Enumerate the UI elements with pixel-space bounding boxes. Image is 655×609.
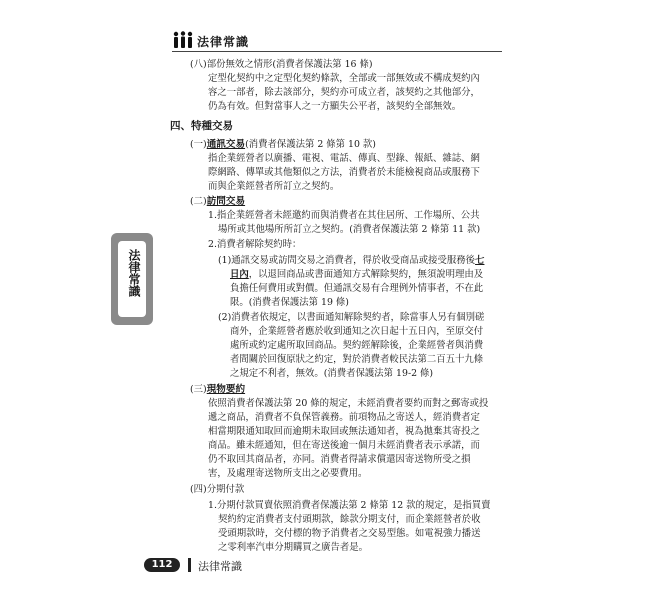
s4-item1-line: 受頭期款時，交付標的物予消費者之交易型態。如電視強力播送 [218, 528, 481, 539]
s1-title [190, 138, 376, 151]
footer-title: 法律常識 [198, 560, 242, 573]
s2-sub1-text: ，以退回商品或書面通知方式解除契約，無須說明理由及 [248, 269, 484, 280]
s2-sub2-line: 處所或約定處所取回商品。契約經解除後，企業經營者與消費 [230, 340, 484, 351]
side-tab-label: 法律常識 [127, 249, 141, 297]
s3-text-line: 相當期限通知取回而逾期未取回或無法通知者，視為拋棄其寄投之 [208, 426, 480, 437]
s1-text-line: 際網路、傳單或其他類似之方法，消費者於未能檢視商品或服務下 [208, 167, 480, 178]
s2-title-prefix: (二) [190, 196, 207, 207]
s2-item2: 2.消費者解除契約時： [208, 239, 302, 250]
s2-sub2-line: 者間關於回復原狀之約定，對於消費者較民法第二百五十九條 [230, 354, 484, 365]
s3-text-line: 商品。雖未經通知，但在寄送後逾一個月未經消費者表示承諾，而 [208, 440, 480, 451]
p8-text-line: 容之一部者，除去該部分，契約亦可成立者，該契約之其他部分， [208, 87, 480, 98]
s4-item1-line: 1.分期付款買賣依照消費者保護法第 2 條第 12 款的規定，是指買賣 [208, 500, 491, 511]
s1-text-line: 而與企業經營者所訂立之契約。 [208, 181, 340, 192]
s2-title [190, 195, 245, 208]
p8-text-line: 仍為有效。但對當事人之一方顯失公平者，該契約全部無效。 [208, 101, 462, 112]
s1-title-prefix: (一) [190, 139, 207, 150]
s3-text-line: 依照消費者保護法第 20 條的規定，未經消費者要約而對之郵寄或投 [208, 398, 489, 409]
header-rule [172, 51, 502, 52]
s2-item1-line: 場所或其他場所所訂立之契約。(消費者保護法第 2 條第 11 款) [218, 224, 481, 235]
s2-title-main: 訪問交易 [206, 196, 246, 207]
s1-title-main: 通訊交易 [206, 139, 246, 150]
s2-sub2-line: 之規定不利者，無效。(消費者保護法第 19-2 條) [230, 368, 434, 379]
s3-text-line: 害，及處理寄送物所支出之必要費用。 [208, 468, 368, 479]
page-number: 112 [144, 558, 180, 572]
s2-sub2-line: (2)消費者依規定，以書面通知解除契約者，除當事人另有個別磋 [218, 312, 485, 323]
s4-item1-line: 契約約定消費者支付頭期款，餘款分期支付，而企業經營者於收 [218, 514, 481, 525]
s2-sub1-line [218, 254, 484, 267]
section-4-heading: 四、特種交易 [170, 120, 233, 132]
s4-item1-line: 之零利率汽車分期購買之廣告者是。 [218, 542, 369, 553]
s3-title-prefix: (三) [190, 384, 207, 395]
s3-text-line: 遞之商品，消費者不負保管義務。前項物品之寄送人，經消費者定 [208, 412, 480, 423]
s2-sub2-line: 商外，企業經營者應於收到通知之次日起十五日內，至原交付 [230, 326, 484, 337]
people-silhouette-logo-icon [172, 31, 194, 49]
side-tab-inner [118, 241, 146, 317]
s2-sub1-text: (1)通訊交易或訪問交易之消費者，得於收受商品或接受服務後 [218, 255, 476, 266]
running-header [172, 31, 502, 51]
s3-title [190, 383, 245, 396]
p8-title: (八)部份無效之情形(消費者保護法第 16 條) [190, 59, 373, 70]
page-footer [144, 557, 344, 573]
s3-text-line: 仍不取回其商品者，亦同。消費者得請求償還因寄送物所受之損 [208, 454, 471, 465]
p8-text-line: 定型化契約中之定型化契約條款，全部或一部無效或不構成契約內 [208, 73, 480, 84]
footer-divider [188, 558, 191, 572]
s2-item1-line: 1.指企業經營者未經邀約而與消費者在其住居所、工作場所、公共 [208, 210, 480, 221]
s1-text-line: 指企業經營者以廣播、電視、電話、傳真、型錄、報紙、雜誌、網 [208, 153, 480, 164]
s2-sub1-line: 負擔任何費用或對價。但通訊交易有合理例外情事者，不在此 [230, 283, 484, 294]
s2-sub1-emphasis: 日內 [230, 269, 249, 280]
side-tab [111, 233, 153, 325]
header-title: 法律常識 [197, 35, 250, 49]
s2-sub1-emphasis: 七 [475, 255, 485, 266]
s2-sub1-line: 限。(消費者保護法第 19 條) [230, 297, 349, 308]
s2-sub1-line [230, 268, 483, 281]
s3-title-main: 現物要約 [206, 384, 246, 395]
s4-title: (四)分期付款 [190, 484, 245, 495]
s1-title-suffix: (消費者保護法第 2 條第 10 款) [245, 139, 376, 150]
